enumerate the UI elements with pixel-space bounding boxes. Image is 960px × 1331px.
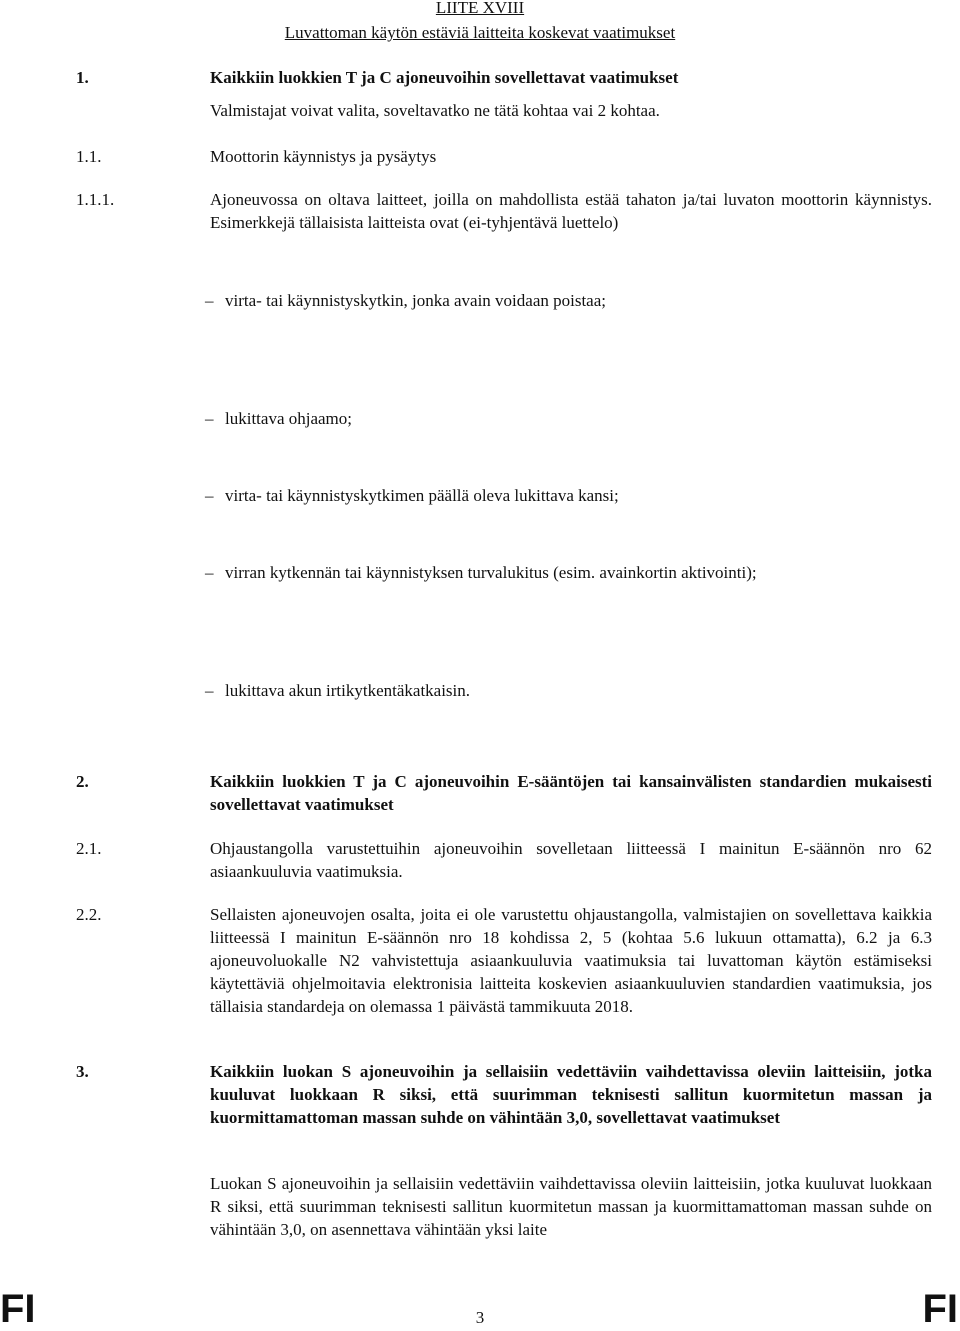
list-item-text: virta- tai käynnistyskytkimen päällä oleva lukittava kansi; [225,486,619,505]
page-number: 3 [475,1308,485,1327]
list-item [205,679,935,702]
section-2-2-text: Sellaisten ajoneuvojen osalta, joita ei ole varustettu ohjaustangolla, valmistajien on sovellettava kaikkia liitteessä I mainitun E-säännön nro 18 kohdissa 2, 5 (kohtaa 5.6 lukuun ottamatta), 6.2 ja 6.3 ajoneuvoluokalle N2 vahvistettuja asiaankuuluvia vaatimuksia tai luvattoman käytön estämiseksi käytettäviä ohjelmoitavia elektronisia laitteita koskevien asiaankuuluvien standardien vaatimuksia, jos tällaisia standardeja on olemassa 1 päivästä tammikuuta 2018. [210,905,932,1016]
section-1-1-heading: Moottorin käynnistys ja pysäytys [210,147,437,166]
section-3-number: 3. [76,1062,89,1081]
section-2-number: 2. [76,772,89,791]
dash-marker: – [205,409,214,428]
document-title: Luvattoman käytön estäviä laitteita koskevat vaatimukset [284,23,676,42]
list-item [205,484,935,507]
section-1-number: 1. [76,68,89,87]
list-item-text: virta- tai käynnistyskytkin, jonka avain voidaan poistaa; [225,291,606,310]
section-2-1-number: 2.1. [76,839,102,858]
section-2-heading: Kaikkiin luokkien T ja C ajoneuvoihin E-sääntöjen tai kansainvälisten standardien mukaisesti sovellettavat vaatimukset [210,772,932,814]
list-item-text: lukittava akun irtikytkentäkatkaisin. [225,681,471,700]
list-item-text: lukittava ohjaamo; [225,409,352,428]
section-1-intro: Valmistajat voivat valita, soveltavatko ne tätä kohtaa vai 2 kohtaa. [210,101,660,120]
section-1-1-1-text: Ajoneuvossa on oltava laitteet, joilla on mahdollista estää tahaton ja/tai luvaton moottorin käynnistys. Esimerkkejä tällaisista laitteista ovat (ei-tyhjentävä luettelo) [210,190,932,232]
dash-marker: – [205,681,214,700]
dash-marker: – [205,563,214,582]
dash-marker: – [205,291,214,310]
section-3-text: Luokan S ajoneuvoihin ja sellaisiin vedettäviin vaihdettavissa oleviin laitteisiin, jotka kuuluvat luokkaan R siksi, että suurimman teknisesti sallitun kuormitetun massan ja kuormittamattoman massan suhde on vähintään 3,0, on asennettava vähintään yksi laite [210,1174,932,1239]
section-2-2-number: 2.2. [76,905,102,924]
footer-language-right: FI [922,1287,958,1331]
annex-label: LIITE XVIII [435,0,525,17]
footer-language-left: FI [0,1287,36,1331]
list-item [205,561,935,584]
list-item [205,289,935,312]
section-3-heading: Kaikkiin luokan S ajoneuvoihin ja sellaisiin vedettäviin vaihdettavissa oleviin laitteisiin, jotka kuuluvat luokkaan R siksi, että suurimman teknisesti sallitun kuormitetun massan ja kuormittamattoman massan suhde on vähintään 3,0, sovellettavat vaatimukset [210,1062,932,1127]
section-1-1-number: 1.1. [76,147,102,166]
section-1-heading: Kaikkiin luokkien T ja C ajoneuvoihin sovellettavat vaatimukset [210,68,679,87]
list-item [205,407,935,430]
section-1-1-1-number: 1.1.1. [76,190,115,209]
list-item-text: virran kytkennän tai käynnistyksen turvalukitus (esim. avainkortin aktivointi); [225,563,757,582]
section-2-1-text: Ohjaustangolla varustettuihin ajoneuvoihin sovelletaan liitteessä I mainitun E-säännön nro 62 asiaankuuluvia vaatimuksia. [210,839,932,881]
dash-marker: – [205,486,214,505]
